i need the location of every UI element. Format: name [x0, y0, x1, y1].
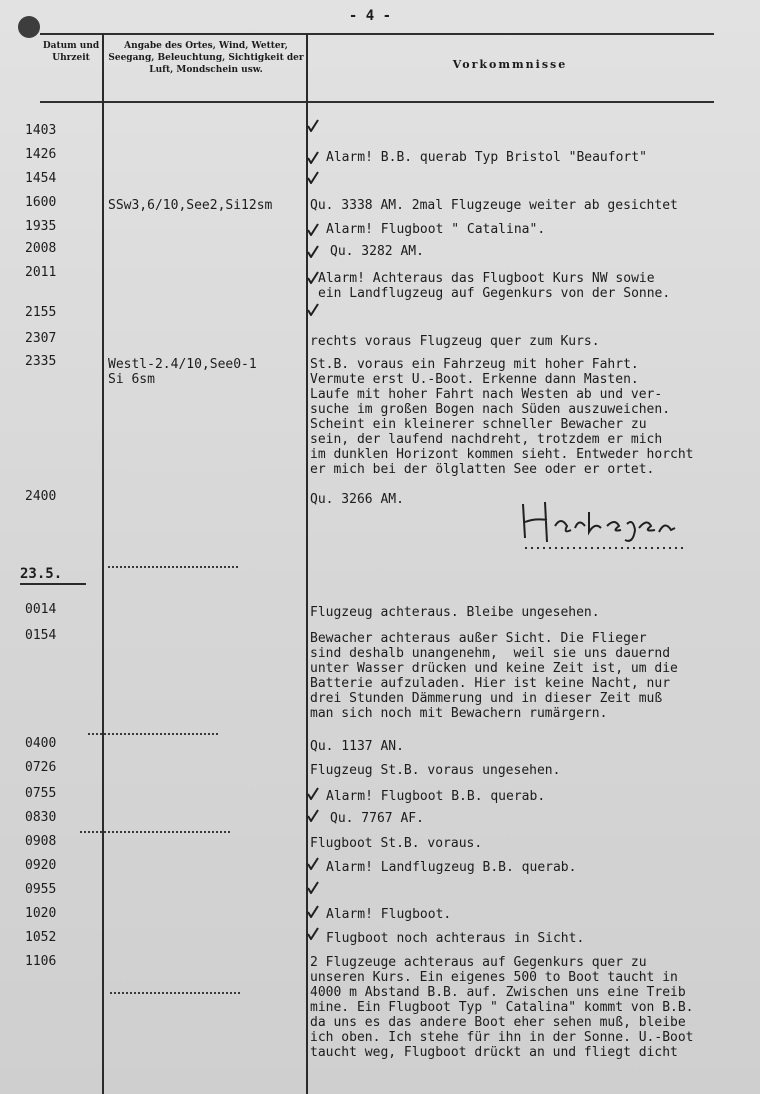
entry-time: 1935 — [25, 219, 57, 234]
check-mark-icon — [306, 880, 320, 894]
entry-time: 1020 — [25, 906, 57, 921]
check-mark-icon — [306, 926, 320, 940]
entry-event: Qu. 3266 AM. — [310, 492, 404, 507]
entry-time: 1454 — [25, 171, 57, 186]
entry-time: 1052 — [25, 930, 57, 945]
entry-event: St.B. voraus ein Fahrzeug mit hoher Fahrt. Vermute erst U.-Boot. Erkenne dann Masten. Laufe mit hoher Fahrt nach Westen ab und ver- suche im großen Bogen nach Süden auszuweichen. Scheint ein kleinerer schneller Bewacher zu sein, der laufend nachdreht, trotzdem er mich im dunklen Horizont kommen sieht. Entweder horcht er mich bei der ölglatten See oder er ortet. — [310, 357, 694, 477]
check-mark-icon — [306, 222, 320, 236]
check-mark-icon — [306, 170, 320, 184]
check-mark-icon — [306, 786, 320, 800]
header-date-time: Datum und Uhrzeit — [42, 41, 100, 63]
entry-time: 2400 — [25, 489, 57, 504]
entry-event: Flugzeug achteraus. Bleibe ungesehen. — [310, 605, 600, 620]
entry-time: 1403 — [25, 123, 57, 138]
check-mark-icon — [306, 904, 320, 918]
check-mark-icon — [306, 118, 320, 132]
dotted-rule — [108, 566, 238, 568]
top-rule — [40, 33, 714, 35]
entry-event: Alarm! Achteraus das Flugboot Kurs NW sowie ein Landflugzeug auf Gegenkurs von der Sonne. — [318, 271, 671, 301]
entry-time: 2335 — [25, 354, 57, 369]
entry-event: Flugboot St.B. voraus. — [310, 836, 483, 851]
dotted-rule — [80, 831, 230, 833]
entry-time: 2011 — [25, 265, 57, 280]
entry-weather: SSw3,6/10,See2,Si12sm — [108, 198, 273, 213]
entry-event: Alarm! Flugboot B.B. querab. — [326, 789, 546, 804]
column-divider-1 — [102, 33, 104, 1094]
entry-event: 2 Flugzeuge achteraus auf Gegenkurs quer zu unseren Kurs. Ein eigenes 500 to Boot taucht in 4000 m Abstand B.B. auf. Zwischen uns eine Treib mine. Ein Flugboot Typ " Catalina" kommt von B.B. da uns es das andere Boot eher sehen muß, bleibe ich oben. Ich stehe für ihn in der Sonne. U.-Boot taucht weg, Flugboot drückt an und fliegt dicht — [310, 955, 694, 1060]
header-rule — [40, 101, 714, 103]
entry-time: 2307 — [25, 331, 57, 346]
entry-event: Alarm! Flugboot. — [326, 907, 452, 922]
entry-weather: Westl-2.4/10,See0-1 Si 6sm — [108, 357, 257, 387]
entry-time: 2155 — [25, 305, 57, 320]
date-marker: 23.5. — [20, 566, 63, 582]
check-mark-icon — [306, 150, 320, 164]
header-events: Vorkommnisse — [452, 58, 568, 71]
entry-time: 2008 — [25, 241, 57, 256]
dotted-rule — [88, 733, 218, 735]
entry-event: Qu. 3338 AM. 2mal Flugzeuge weiter ab gesichtet — [310, 198, 678, 213]
entry-event: Alarm! Flugboot " Catalina". — [326, 222, 546, 237]
punch-hole — [18, 16, 40, 38]
entry-event: Qu. 7767 AF. — [330, 811, 424, 826]
check-mark-icon — [306, 808, 320, 822]
entry-time: 0154 — [25, 628, 57, 643]
check-mark-icon — [306, 244, 320, 258]
check-mark-icon — [306, 856, 320, 870]
check-mark-icon — [306, 302, 320, 316]
entry-time: 1106 — [25, 954, 57, 969]
entry-event: Alarm! Landflugzeug B.B. querab. — [326, 860, 577, 875]
entry-event: Flugzeug St.B. voraus ungesehen. — [310, 763, 561, 778]
signature — [515, 492, 695, 556]
entry-time: 1426 — [25, 147, 57, 162]
entry-event: rechts voraus Flugzeug quer zum Kurs. — [310, 334, 600, 349]
entry-time: 0920 — [25, 858, 57, 873]
date-underline — [20, 583, 86, 585]
entry-time: 0955 — [25, 882, 57, 897]
check-mark-icon — [306, 270, 320, 284]
entry-time: 0830 — [25, 810, 57, 825]
page-number: - 4 - — [348, 8, 392, 24]
entry-event: Bewacher achteraus außer Sicht. Die Flieger sind deshalb unangenehm, weil sie uns dauernd unter Wasser drücken und keine Zeit ist, um die Batterie aufzuladen. Hier ist keine Nacht, nur drei Stunden Dämmerung und in dieser Zeit muß man sich noch mit Bewachern rumärgern. — [310, 631, 678, 721]
entry-time: 0400 — [25, 736, 57, 751]
entry-time: 0726 — [25, 760, 57, 775]
entry-event: Flugboot noch achteraus in Sicht. — [326, 931, 585, 946]
entry-time: 0755 — [25, 786, 57, 801]
entry-time: 1600 — [25, 195, 57, 210]
entry-event: Alarm! B.B. querab Typ Bristol "Beaufort" — [326, 150, 647, 165]
header-weather: Angabe des Ortes, Wind, Wetter, Seegang, Beleuchtung, Sichtigkeit der Luft, Mondschein usw. — [108, 41, 304, 75]
dotted-rule — [110, 992, 240, 994]
entry-time: 0014 — [25, 602, 57, 617]
entry-event: Qu. 1137 AN. — [310, 739, 404, 754]
entry-time: 0908 — [25, 834, 57, 849]
entry-event: Qu. 3282 AM. — [330, 244, 424, 259]
